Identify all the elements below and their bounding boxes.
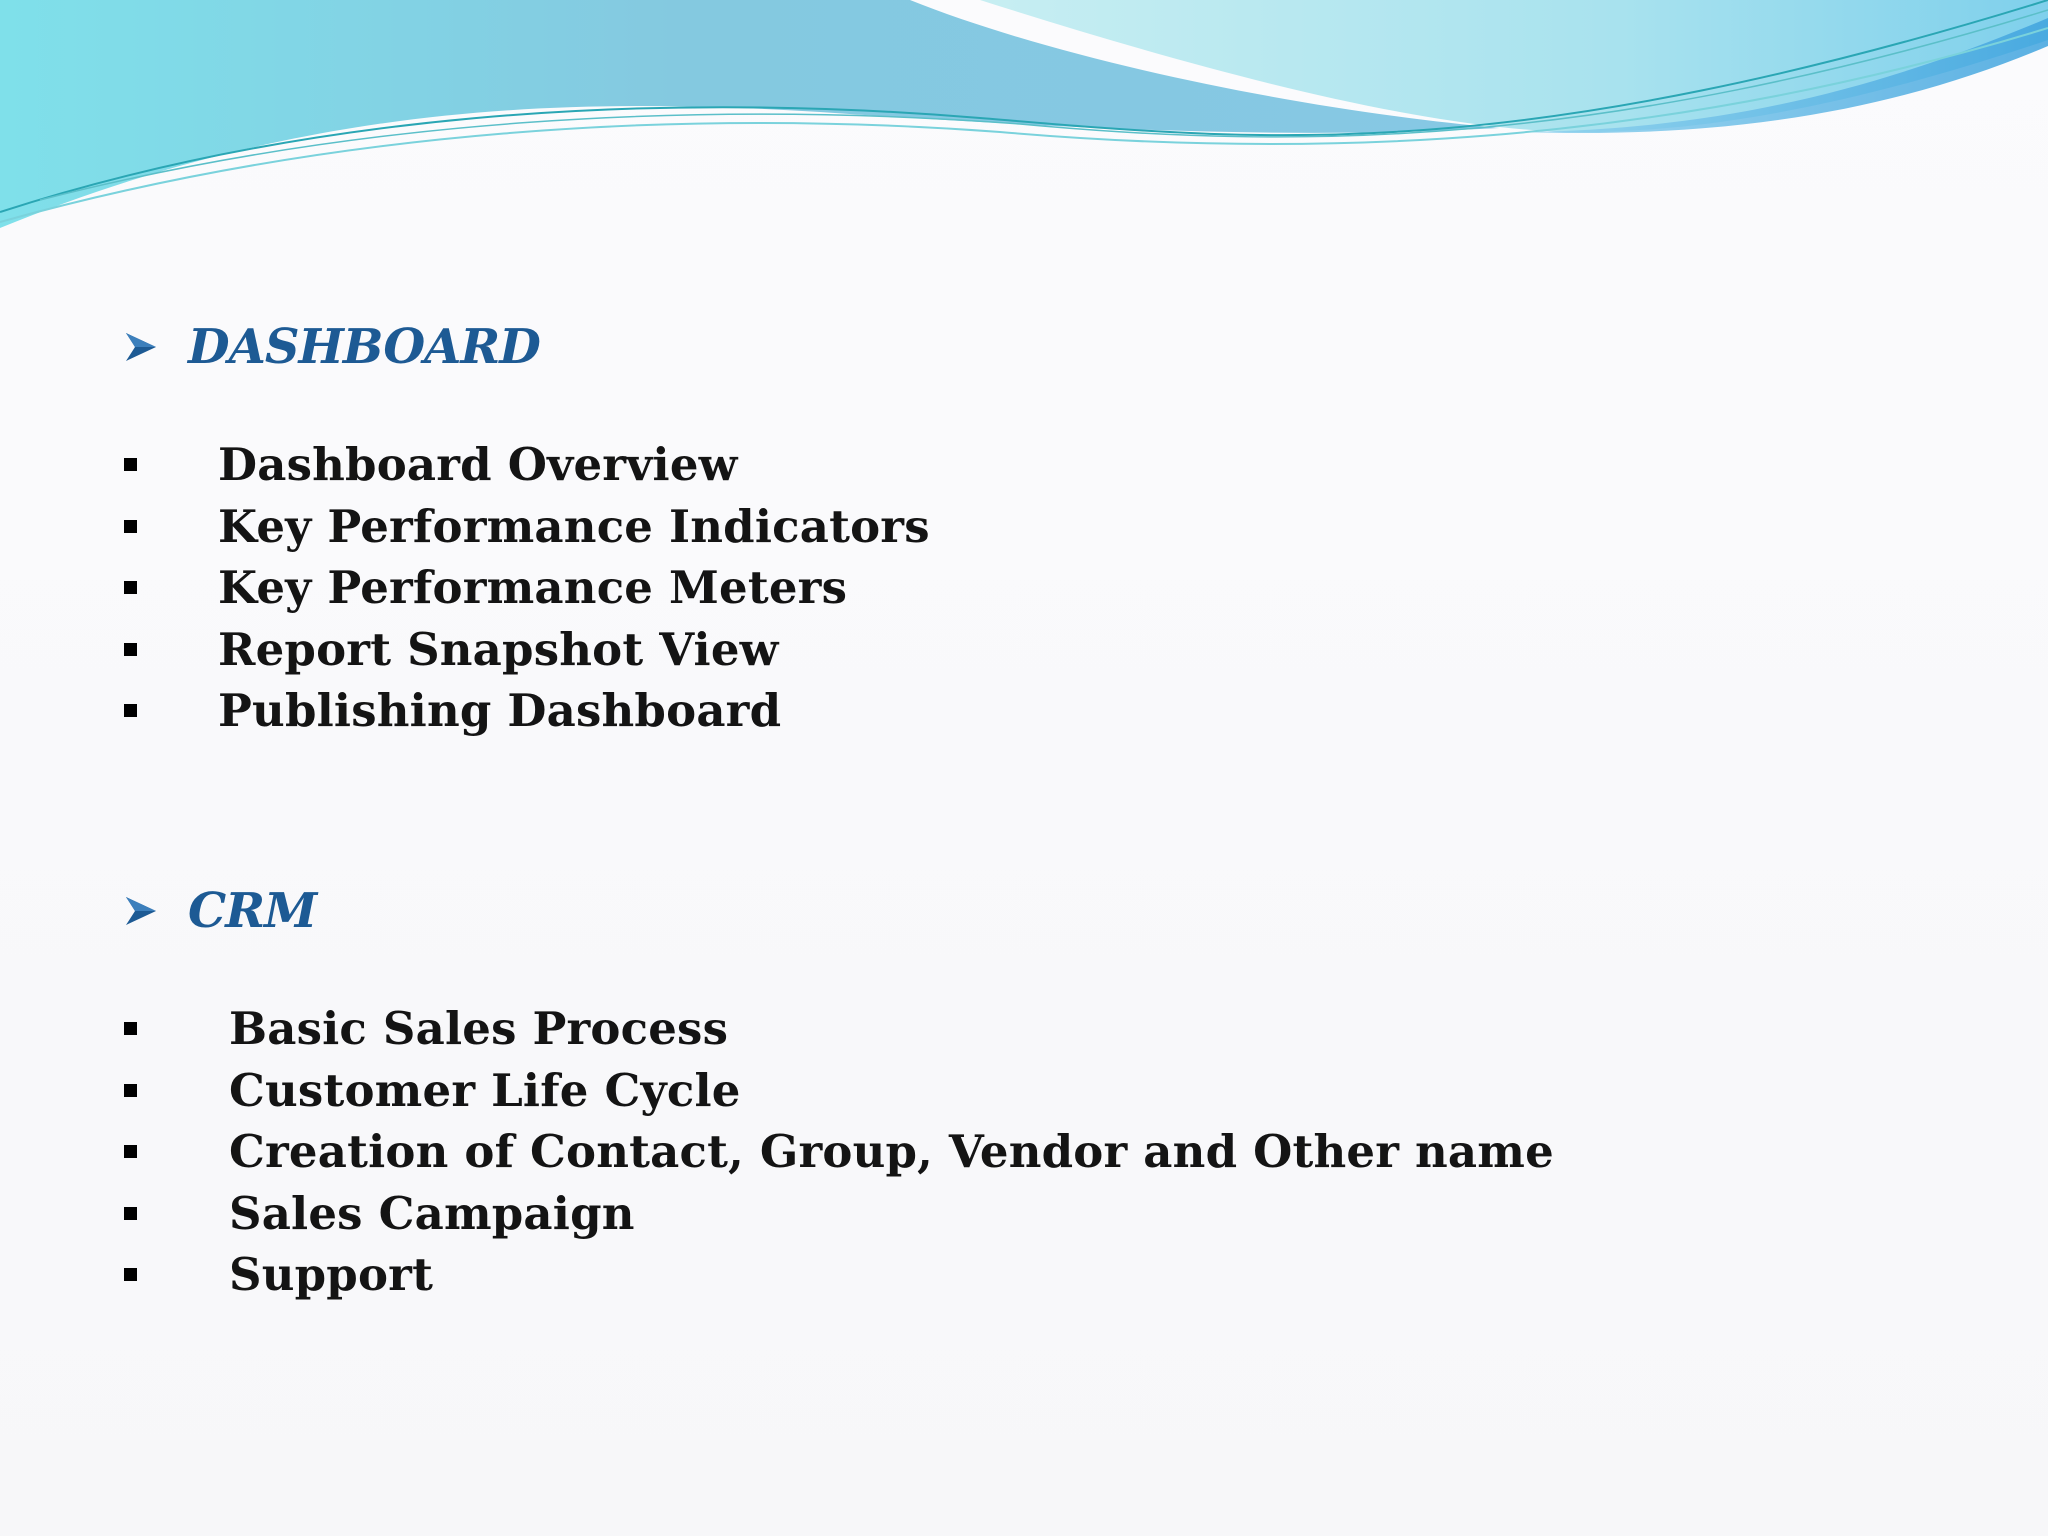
header-wave-decoration [0, 0, 2048, 240]
square-bullet-icon [124, 1022, 137, 1035]
square-bullet-icon [124, 643, 137, 656]
list-item-text: Creation of Contact, Group, Vendor and Other name [229, 1125, 1554, 1179]
section-heading-text: DASHBOARD [188, 319, 540, 375]
list-item [124, 998, 1924, 1060]
square-bullet-icon [124, 1268, 137, 1281]
arrow-bullet-icon [124, 330, 158, 364]
section-heading [124, 876, 1924, 946]
bullet-list [124, 998, 1924, 1306]
section-heading-text: CRM [188, 883, 317, 939]
section-heading [124, 312, 1924, 382]
square-bullet-icon [124, 581, 137, 594]
list-item-text: Basic Sales Process [229, 1002, 729, 1056]
list-item-text: Report Snapshot View [218, 622, 779, 676]
arrow-bullet-icon [124, 894, 158, 928]
list-item-text: Customer Life Cycle [229, 1063, 741, 1117]
square-bullet-icon [124, 1145, 137, 1158]
list-item-text: Dashboard Overview [218, 438, 738, 492]
list-item [124, 1121, 1924, 1183]
list-item [124, 1060, 1924, 1122]
list-item-text: Publishing Dashboard [218, 684, 782, 738]
square-bullet-icon [124, 458, 137, 471]
list-item [124, 557, 1924, 619]
section-crm [124, 876, 1924, 1306]
list-item [124, 1183, 1924, 1245]
square-bullet-icon [124, 1207, 137, 1220]
list-item [124, 434, 1924, 496]
bullet-list [124, 434, 1924, 742]
section-dashboard [124, 312, 1924, 742]
list-item-text: Support [229, 1248, 434, 1302]
list-item [124, 1244, 1924, 1306]
square-bullet-icon [124, 1084, 137, 1097]
list-item-text: Key Performance Indicators [218, 499, 930, 553]
square-bullet-icon [124, 704, 137, 717]
list-item-text: Key Performance Meters [218, 561, 848, 615]
list-item-text: Sales Campaign [229, 1186, 635, 1240]
list-item [124, 680, 1924, 742]
list-item [124, 619, 1924, 681]
list-item [124, 496, 1924, 558]
square-bullet-icon [124, 520, 137, 533]
